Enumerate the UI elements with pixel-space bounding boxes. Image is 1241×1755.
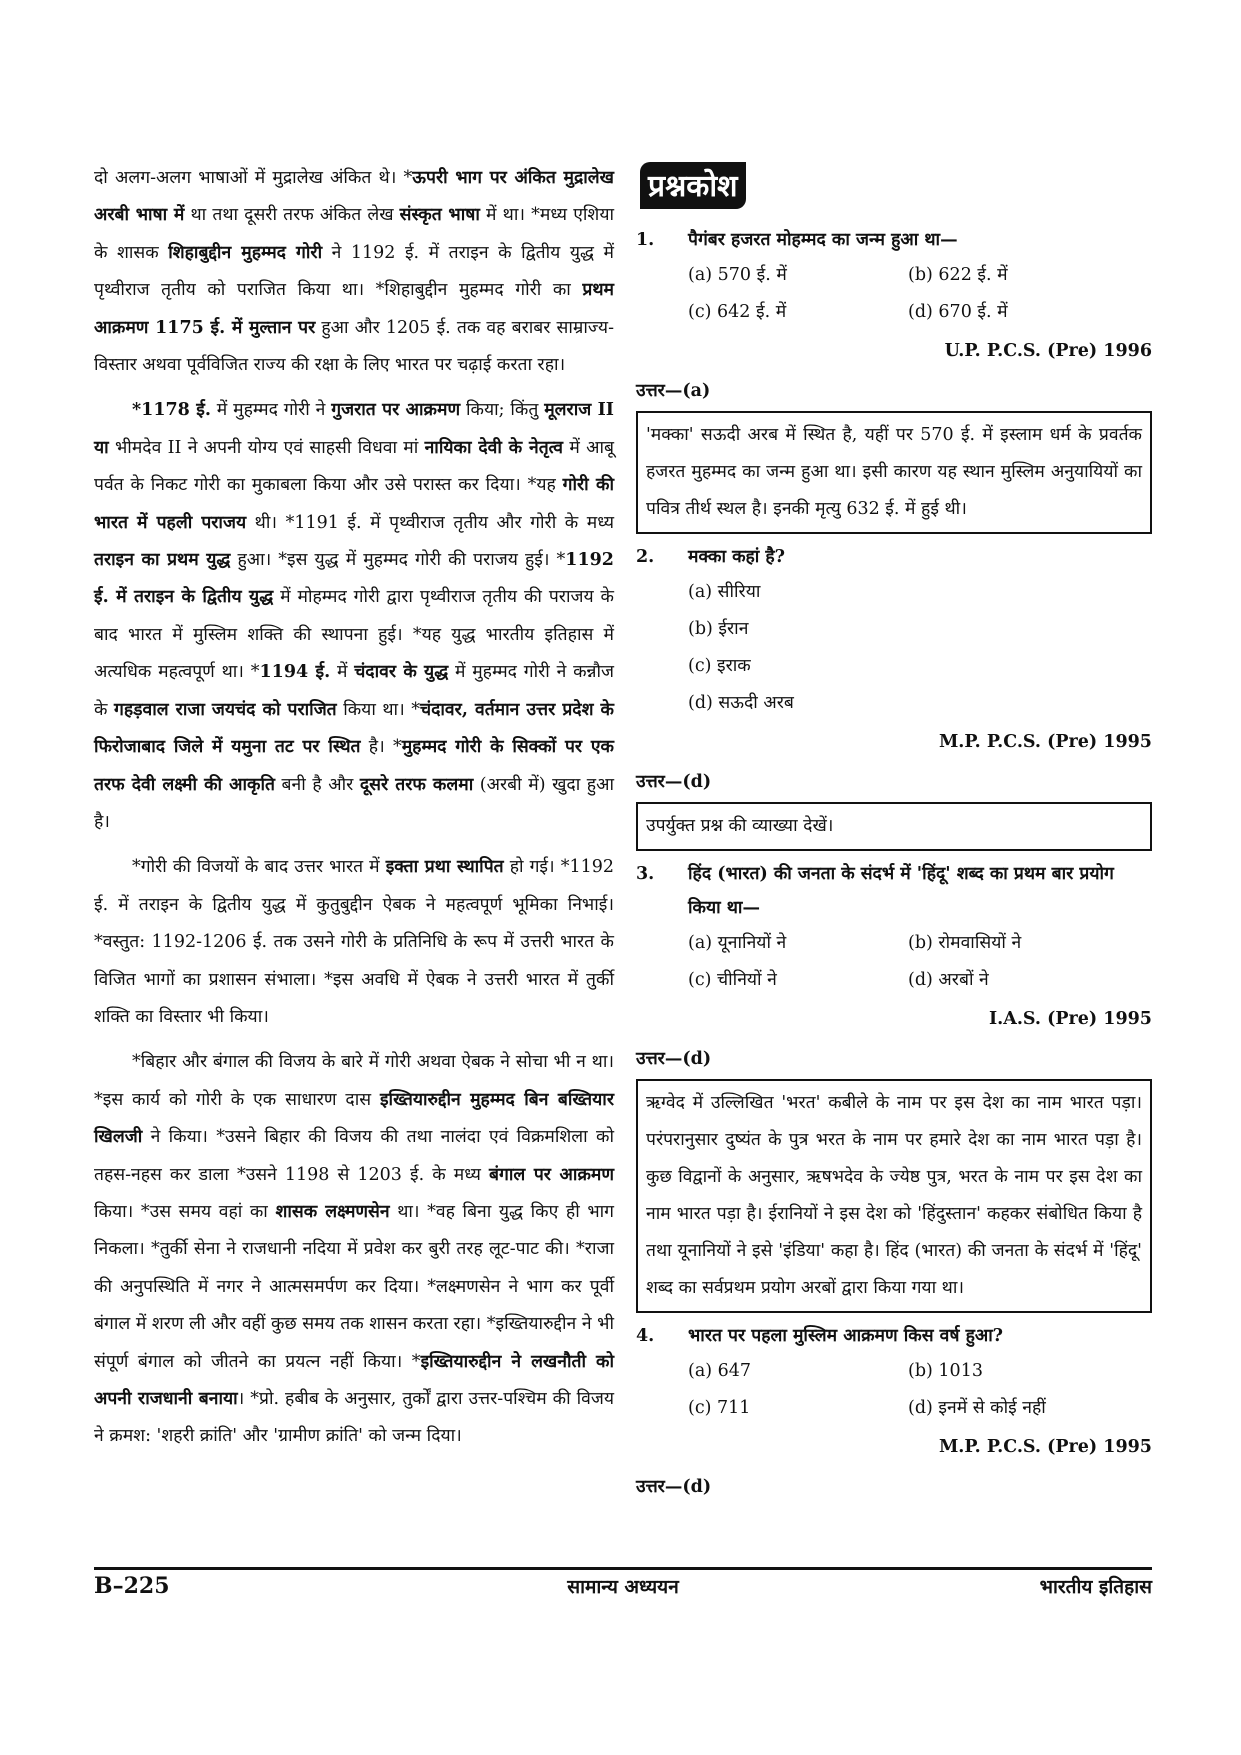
option-a: (a) यूनानियों ने — [688, 933, 787, 953]
question-4 — [636, 1319, 1152, 1507]
option-c: (c) इराक — [688, 656, 751, 676]
paragraph-4: *बिहार और बंगाल की विजय के बारे में गोरी अथवा ऐबक ने सोचा भी न था। *इस कार्य को गोरी के एक साधारण दास इख्तियारुद्दीन मुहम्मद बिन बख्तियार खिलजी ने किया। *उसने बिहार की विजय की तथा नालंदा एवं विक्रमशिला को तहस-नहस कर डाला *उसने 1198 से 1203 ई. के मध्य बंगाल पर आक्रमण किया। *उस समय वहां का शासक लक्ष्मणसेन था। *वह बिना युद्ध किए ही भाग निकला। *तुर्की सेना ने राजधानी नदिया में प्रवेश कर बुरी तरह लूट-पाट की। *राजा की अनुपस्थिति में नगर ने आत्मसमर्पण कर दिया। *लक्ष्मणसेन ने भाग कर पूर्वी बंगाल में शरण ली और वहीं कुछ समय तक शासन करता रहा। *इख्तियारुद्दीन ने भी संपूर्ण बंगाल को जीतने का प्रयत्न नहीं किया। *इख्तियारुद्दीन ने लखनौती को अपनी राजधानी बनाया। *प्रो. हबीब के अनुसार, तुर्कों द्वारा उत्तर-पश्चिम की विजय ने क्रमश: 'शहरी क्रांति' और 'ग्रामीण क्रांति' को जन्म दिया। — [94, 1052, 615, 1447]
question-number: 1. — [636, 230, 655, 250]
option-d: (d) सऊदी अरब — [688, 693, 794, 713]
page-number: B–225 — [94, 1573, 170, 1599]
option-b: (b) 1013 — [908, 1361, 983, 1381]
option-b: (b) ईरान — [688, 619, 749, 639]
question-text: पैगंबर हजरत मोहम्मद का जन्म हुआ था— — [688, 230, 958, 250]
option-b: (b) रोमवासियों ने — [908, 933, 1022, 953]
option-a: (a) 647 — [688, 1361, 752, 1381]
paragraph-3: *गोरी की विजयों के बाद उत्तर भारत में इक्ता प्रथा स्थापित हो गई। *1192 ई. में तराइन के द्वितीय युद्ध में कुतुबुद्दीन ऐबक ने महत्वपूर्ण भूमिका निभाई। *वस्तुत: 1192-1206 ई. तक उसने गोरी के प्रतिनिधि के रूप में उत्तरी भारत के विजित भागों का प्रशासन संभाला। *इस अवधि में ऐबक ने उत्तरी भारत में तुर्की शक्ति का विस्तार भी किया। — [94, 857, 614, 1027]
question-text: मक्का कहां है? — [688, 547, 785, 567]
explanation-box: उपर्युक्त प्रश्न की व्याख्या देखें। — [636, 802, 1152, 851]
paragraph-1: दो अलग-अलग भाषाओं में मुद्रालेख अंकित थे। *ऊपरी भाग पर अंकित मुद्रालेख अरबी भाषा में था तथा दूसरी तरफ अंकित लेख संस्कृत भाषा में था। *मध्य एशिया के शासक शिहाबुद्दीन मुहम्मद गोरी ने 1192 ई. में तराइन के द्वितीय युद्ध में पृथ्वीराज तृतीय को पराजित किया था। *शिहाबुद्दीन मुहम्मद गोरी का प्रथम आक्रमण 1175 ई. में मुल्तान पर हुआ और 1205 ई. तक वह बराबर साम्राज्य-विस्तार अथवा पूर्वविजित राज्य की रक्षा के लिए भारत पर चढ़ाई करता रहा। — [94, 168, 614, 376]
question-number: 3. — [636, 864, 655, 884]
option-c: (c) 642 ई. में — [688, 302, 787, 322]
question-number: 4. — [636, 1326, 655, 1346]
footer-subject: सामान्य अध्ययन — [567, 1576, 679, 1598]
question-text: हिंद (भारत) की जनता के संदर्भ में 'हिंदू' शब्द का प्रथम बार प्रयोग किया था— — [688, 864, 1114, 918]
question-2 — [636, 540, 1152, 851]
exam-source: M.P. P.C.S. (Pre) 1995 — [938, 1437, 1152, 1457]
option-b: (b) 622 ई. में — [908, 265, 1008, 285]
exam-source: M.P. P.C.S. (Pre) 1995 — [938, 732, 1152, 752]
option-a: (a) 570 ई. में — [688, 265, 787, 285]
exam-source: U.P. P.C.S. (Pre) 1996 — [944, 341, 1152, 361]
footer-section: भारतीय इतिहास — [1039, 1576, 1152, 1598]
answer: उत्तर—(d) — [636, 1477, 712, 1497]
option-d: (d) 670 ई. में — [908, 302, 1008, 322]
exam-source: I.A.S. (Pre) 1995 — [988, 1009, 1152, 1029]
section-heading: प्रश्नकोश — [640, 162, 746, 209]
question-3 — [636, 857, 1152, 1313]
footer-rule — [94, 1567, 1152, 1570]
explanation-box: ऋग्वेद में उल्लिखित 'भरत' कबीले के नाम पर इस देश का नाम भारत पड़ा। परंपरानुसार दुष्यंत के पुत्र भरत के नाम पर हमारे देश का नाम भारत पड़ा है। कुछ विद्वानों के अनुसार, ऋषभदेव के ज्येष्ठ पुत्र, भरत के नाम पर इस देश का नाम भारत पड़ा है। ईरानियों ने इस देश को 'हिंदुस्तान' कहकर संबोधित किया है तथा यूनानियों ने इसे 'इंडिया' कहा है। हिंद (भारत) की जनता के संदर्भ में 'हिंदू' शब्द का सर्वप्रथम प्रयोग अरबों द्वारा किया गया था। — [636, 1079, 1152, 1313]
option-c: (c) चीनियों ने — [688, 970, 777, 990]
answer: उत्तर—(a) — [636, 381, 711, 401]
question-number: 2. — [636, 547, 655, 567]
option-c: (c) 711 — [688, 1398, 751, 1418]
answer: उत्तर—(d) — [636, 1049, 712, 1069]
explanation-box: 'मक्का' सऊदी अरब में स्थित है, यहीं पर 570 ई. में इस्लाम धर्म के प्रवर्तक हजरत मुहम्मद का जन्म हुआ था। इसी कारण यह स्थान मुस्लिम अनुयायियों का पवित्र तीर्थ स्थल है। इनकी मृत्यु 632 ई. में हुई थी। — [636, 411, 1152, 534]
paragraph-2: *1178 ई. में मुहम्मद गोरी ने गुजरात पर आक्रमण किया; किंतु मूलराज II या भीमदेव II ने अपनी योग्य एवं साहसी विधवा मां नायिका देवी के नेतृत्व में आबू पर्वत के निकट गोरी का मुकाबला किया और उसे परास्त कर दिया। *यह गोरी की भारत में पहली पराजय थी। *1191 ई. में पृथ्वीराज तृतीय और गोरी के मध्य तराइन का प्रथम युद्ध हुआ। *इस युद्ध में मुहम्मद गोरी की पराजय हुई। *1192 ई. में तराइन के द्वितीय युद्ध में मोहम्मद गोरी द्वारा पृथ्वीराज तृतीय की पराजय के बाद भारत में मुस्लिम शक्ति की स्थापना हुई। *यह युद्ध भारतीय इतिहास में अत्यधिक महत्वपूर्ण था। *1194 ई. में चंदावर के युद्ध में मुहम्मद गोरी ने कन्नौज के गहड़वाल राजा जयचंद को पराजित किया था। *चंदावर, वर्तमान उत्तर प्रदेश के फिरोजाबाद जिले में यमुना तट पर स्थित है। *मुहम्मद गोरी के सिक्कों पर एक तरफ देवी लक्ष्मी की आकृति बनी है और दूसरे तरफ कलमा (अरबी में) खुदा हुआ है। — [94, 400, 615, 832]
right-column — [636, 160, 1152, 1507]
question-1 — [636, 223, 1152, 534]
option-a: (a) सीरिया — [688, 582, 761, 602]
option-d: (d) इनमें से कोई नहीं — [908, 1398, 1046, 1418]
question-text: भारत पर पहला मुस्लिम आक्रमण किस वर्ष हुआ? — [688, 1326, 1003, 1346]
answer: उत्तर—(d) — [636, 772, 712, 792]
option-d: (d) अरबों ने — [908, 970, 989, 990]
left-column — [94, 160, 614, 1464]
